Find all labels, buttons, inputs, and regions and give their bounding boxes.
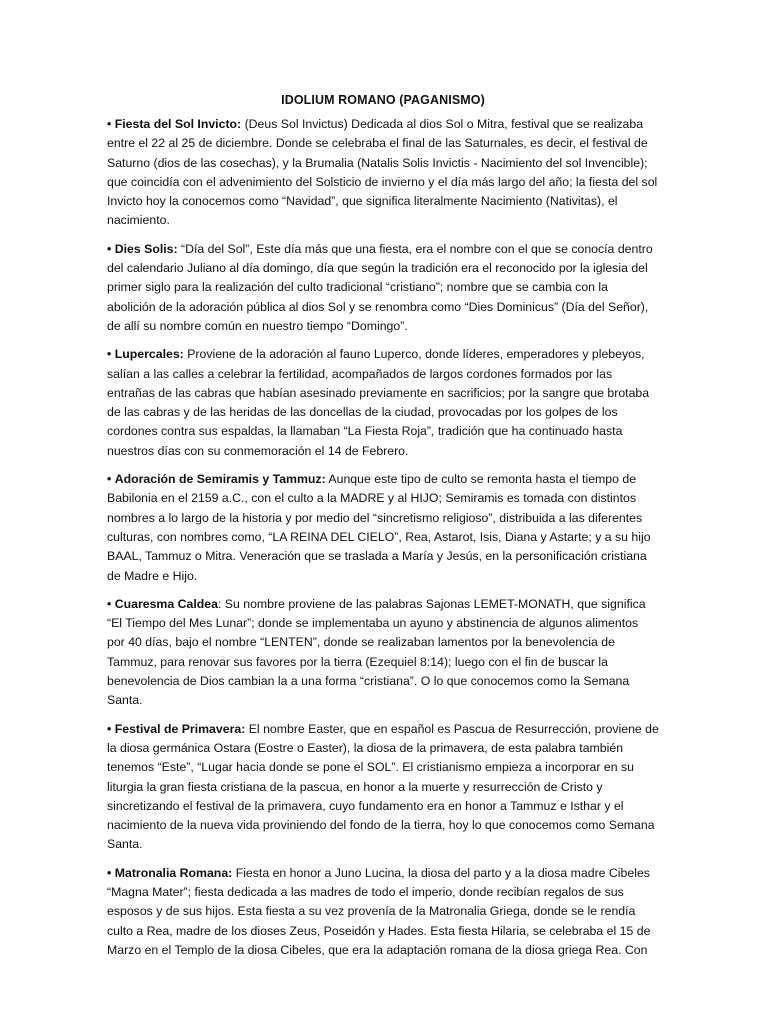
entry-term: Cuaresma Caldea bbox=[114, 596, 218, 611]
bullet-icon: • bbox=[107, 865, 112, 880]
bullet-icon: • bbox=[107, 117, 112, 131]
entry-text: : Su nombre proviene de las palabras Sajonas LEMET-MONATH, que significa “El Tiempo del Mes Lunar”; donde se implementaba un ayuno y abstinencia de algunos alimentos por 40 días, bajo el nombre “LENTEN”, donde se realizaban lamentos por la benevolencia de Tammuz, para renovar sus favores por la tierra (Ezequiel 8:14); luego con el fin de buscar la benevolencia de Dios cambian la a una forma “cristiana”. O lo que conocemos como la Semana Santa. bbox=[107, 596, 646, 708]
document-body bbox=[107, 90, 659, 969]
entry-text: (Deus Sol Invictus) Dedicada al dios Sol o Mitra, festival que se realizaba entre el 22 al 25 de diciembre. Donde se celebraba el final de las Saturnales, es decir, el festival de Saturno (dios de las cosechas), y la Brumalia (Natalis Solis Invictis - Nacimiento del sol Invencible); que coincidía con el advenimiento del Solsticio de invierno y el día más largo del año; la fiesta del sol Invicto hoy la conocemos como “Navidad”, que significa literalmente Nacimiento (Nativitas), el nacimiento. bbox=[107, 117, 658, 228]
entry-text: Aunque este tipo de culto se remonta hasta el tiempo de Babilonia en el 2159 a.C., con el culto a la MADRE y al HIJO; Semiramis es tomada con distintos nombres a lo largo de la historia y por medio del “sincretismo religioso”, distribuida a las diferentes culturas, con nombres como, “LA REINA DEL CIELO”, Rea, Astarot, Isis, Diana y Astarte; y a su hijo BAAL, Tammuz o Mitra. Veneración que se traslada a María y Jesús, en la personificación cristiana de Madre e Hijo. bbox=[107, 472, 651, 583]
entry-text: Fiesta en honor a Juno Lucina, la diosa del parto y a la diosa madre Cibeles “Magna Mater”; fiesta dedicada a las madres de todo el imperio, donde recibían regalos de sus esposos y de sus hijos. Esta fiesta a su vez provenía de la Matronalia Griega, donde se le rendía culto a Rea, madre de los dioses Zeus, Poseidón y Hades. Esta fiesta Hilaria, se celebraba el 15 de Marzo en el Templo de la diosa Cibeles, que era la adaptación romana de la diosa griega Rea. Con bbox=[107, 865, 651, 957]
entry-dies-solis bbox=[107, 240, 659, 336]
entry-lupercales bbox=[107, 345, 659, 461]
bullet-icon: • bbox=[107, 721, 112, 736]
bullet-icon: • bbox=[107, 596, 112, 611]
entry-term: Festival de Primavera: bbox=[114, 721, 246, 736]
entry-matronalia-romana bbox=[107, 864, 659, 960]
entry-term: Fiesta del Sol Invicto: bbox=[114, 117, 242, 131]
bullet-icon: • bbox=[107, 241, 112, 256]
bullet-icon: • bbox=[107, 472, 112, 487]
entry-text: “Día del Sol”, Este día más que una fiesta, era el nombre con el que se conocía dentro del calendario Juliano al día domingo, día que según la tradición era el reconocido por la iglesia del primer siglo para la realización del culto tradicional “cristiano”; nombre que se cambia con la abolición de la adoración pública al dios Sol y se renombra como “Dies Dominicus” (Día del Señor), de allí su nombre común en nuestro tiempo “Domingo”. bbox=[107, 241, 653, 333]
entry-term: Lupercales: bbox=[114, 347, 184, 362]
entry-term: Matronalia Romana: bbox=[114, 865, 233, 880]
entry-semiramis-tammuz bbox=[107, 470, 659, 586]
entry-fiesta-sol-invicto bbox=[107, 115, 659, 231]
entry-text: Proviene de la adoración al fauno Luperco, donde líderes, emperadores y plebeyos, salían a las calles a celebrar la fertilidad, acompañados de largos cordones formados por las entrañas de las cabras que habían asesinado previamente en sacrificios; por la sangre que brotaba de las cabras y de las heridas de las doncellas de la ciudad, provocadas por los golpes de los cordones contra sus espaldas, la llamaban “La Fiesta Roja”, tradición que ha continuado hasta nuestros días con su conmemoración el 14 de Febrero. bbox=[107, 347, 650, 458]
entry-festival-primavera bbox=[107, 720, 659, 855]
document-title: IDOLIUM ROMANO (PAGANISMO) bbox=[281, 93, 485, 107]
bullet-icon: • bbox=[107, 347, 112, 362]
entry-term: Adoración de Semiramis y Tammuz: bbox=[114, 472, 326, 487]
entry-term: Dies Solis: bbox=[114, 241, 178, 256]
entry-text: El nombre Easter, que en español es Pascua de Resurrección, proviene de la diosa germánica Ostara (Eostre o Easter), la diosa de la primavera, de esta palabra también tenemos “Este”, “Lugar hacia donde se pone el SOL”. El cristianismo empieza a incorporar en su liturgia la gran fiesta cristiana de la pascua, en honor a la muerte y resurrección de Cristo y sincretizando el festival de la primavera, cuyo fundamento era en honor a Tammuz e Isthar y el nacimiento de la nueva vida proviniendo del fondo de la tierra, hoy lo que conocemos como Semana Santa. bbox=[107, 721, 659, 852]
entry-cuaresma-caldea bbox=[107, 595, 659, 711]
